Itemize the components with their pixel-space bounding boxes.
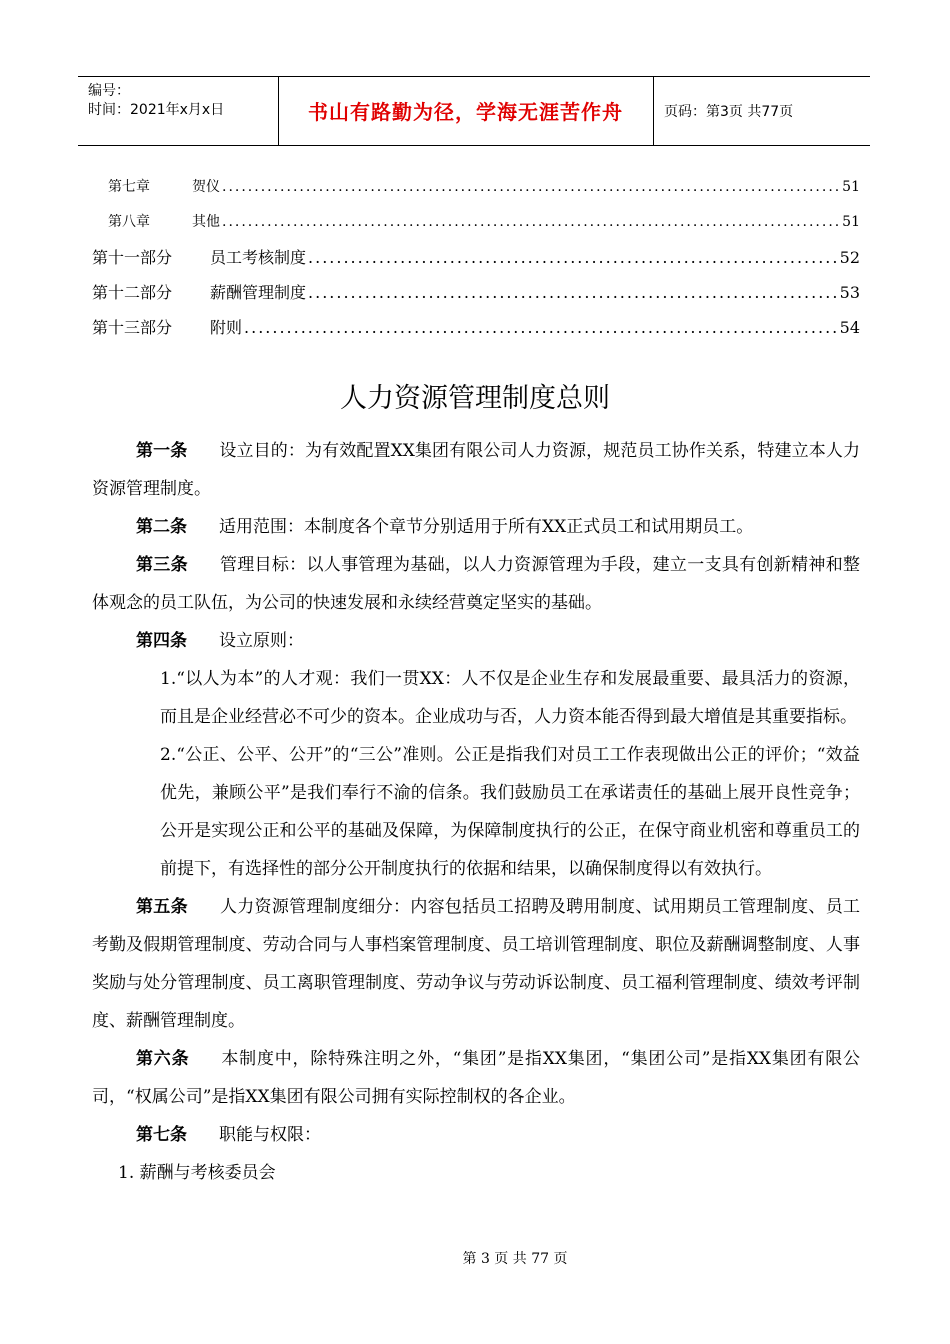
article-5	[92, 888, 860, 1040]
article-text: 设立目的：为有效配置XX集团有限公司人力资源，规范员工协作关系，特建立本人力资源管理制度。	[92, 441, 860, 499]
article-6	[92, 1040, 860, 1116]
toc-entry[interactable]	[92, 280, 860, 303]
doc-time-label: 时间：2021年x月x日	[88, 102, 225, 118]
toc-leader-dots	[222, 214, 840, 230]
document-body	[92, 432, 860, 1192]
toc-entry-number: 第十三部分	[92, 318, 173, 337]
toc-entry-title: 员工考核制度	[210, 248, 307, 267]
article-3	[92, 546, 860, 622]
article-text: 设立原则：	[219, 631, 304, 651]
article-4-item-1: 1.“以人为本”的人才观：我们一贯XX：人不仅是企业生存和发展最重要、最具活力的资源，而且是企业经营必不可少的资本。企业成功与否，人力资本能否得到最大增值是其重要指标。	[160, 669, 860, 727]
toc-entry-number: 第七章	[108, 179, 150, 195]
document-title: 人力资源管理制度总则	[340, 383, 610, 414]
article-4-item-2: 2.“公正、公平、公开”的“三公”准则。公正是指我们对员工工作表现做出公正的评价；“效益优先，兼顾公平”是我们奉行不渝的信条。我们鼓励员工在承诺责任的基础上展开良性竞争；公开是实现公正和公平的基础及保障，为保障制度执行的公正，在保守商业机密和尊重员工的前提下，有选择性的部分公开制度执行的依据和结果，以确保制度得以有效执行。	[160, 745, 860, 879]
toc-entry-page: 54	[839, 318, 860, 337]
article-text: 本制度中，除特殊注明之外，“集团”是指XX集团，“集团公司”是指XX集团有限公司，“权属公司”是指XX集团有限公司拥有实际控制权的各企业。	[92, 1049, 860, 1107]
article-label: 第四条	[136, 631, 187, 651]
toc-entry-number: 第十二部分	[92, 283, 173, 302]
toc-entry-title: 贺仪	[192, 179, 220, 195]
article-text: 适用范围：本制度各个章节分别适用于所有XX正式员工和试用期员工。	[219, 517, 754, 537]
doc-number-label: 编号：	[88, 83, 130, 99]
article-text: 人力资源管理制度细分：内容包括员工招聘及聘用制度、试用期员工管理制度、员工考勤及假期管理制度、劳动合同与人事档案管理制度、员工培训管理制度、职位及薪酬调整制度、人事奖励与处分管理制度、员工离职管理制度、劳动争议与劳动诉讼制度、员工福利管理制度、绩效考评制度、薪酬管理制度。	[92, 897, 861, 1031]
toc-entry-number: 第八章	[108, 214, 150, 230]
toc-entry[interactable]	[108, 176, 860, 196]
toc-leader-dots	[308, 248, 838, 267]
article-text: 职能与权限：	[219, 1125, 321, 1145]
toc-leader-dots	[222, 179, 840, 195]
article-1	[92, 432, 860, 508]
toc-entry-number: 第十一部分	[92, 248, 173, 267]
article-label: 第六条	[136, 1049, 190, 1069]
toc-entry-page: 51	[842, 179, 860, 195]
page-footer: 第 3 页 共 77 页	[462, 1251, 568, 1267]
toc-entry-page: 52	[839, 248, 860, 267]
article-label: 第七条	[136, 1125, 187, 1145]
toc-leader-dots	[308, 283, 838, 302]
page-header	[78, 76, 870, 146]
article-label: 第五条	[136, 897, 188, 917]
toc-entry-title: 其他	[192, 214, 220, 230]
toc-entry-page: 51	[842, 214, 860, 230]
header-page-info: 页码：第3页 共77页	[664, 103, 794, 120]
article-7-sub-1: 1. 薪酬与考核委员会	[118, 1163, 276, 1183]
article-label: 第一条	[136, 441, 188, 461]
article-4	[92, 622, 860, 660]
article-label: 第三条	[136, 555, 188, 575]
toc-entry[interactable]	[92, 245, 860, 268]
toc-entry-title: 薪酬管理制度	[210, 283, 307, 302]
article-text: 管理目标：以人事管理为基础，以人力资源管理为手段，建立一支具有创新精神和整体观念的员工队伍，为公司的快速发展和永续经营奠定坚实的基础。	[92, 555, 861, 613]
article-2	[92, 508, 860, 546]
header-motto: 书山有路勤为径，学海无涯苦作舟	[308, 100, 623, 124]
toc-entry-title: 附则	[210, 318, 243, 337]
toc-leader-dots	[244, 318, 838, 337]
toc-entry-page: 53	[839, 283, 860, 302]
article-7	[92, 1116, 860, 1154]
toc-entry[interactable]	[92, 315, 860, 338]
header-divider	[653, 77, 654, 145]
article-label: 第二条	[136, 517, 187, 537]
toc-entry[interactable]	[108, 211, 860, 231]
header-meta	[88, 82, 224, 120]
